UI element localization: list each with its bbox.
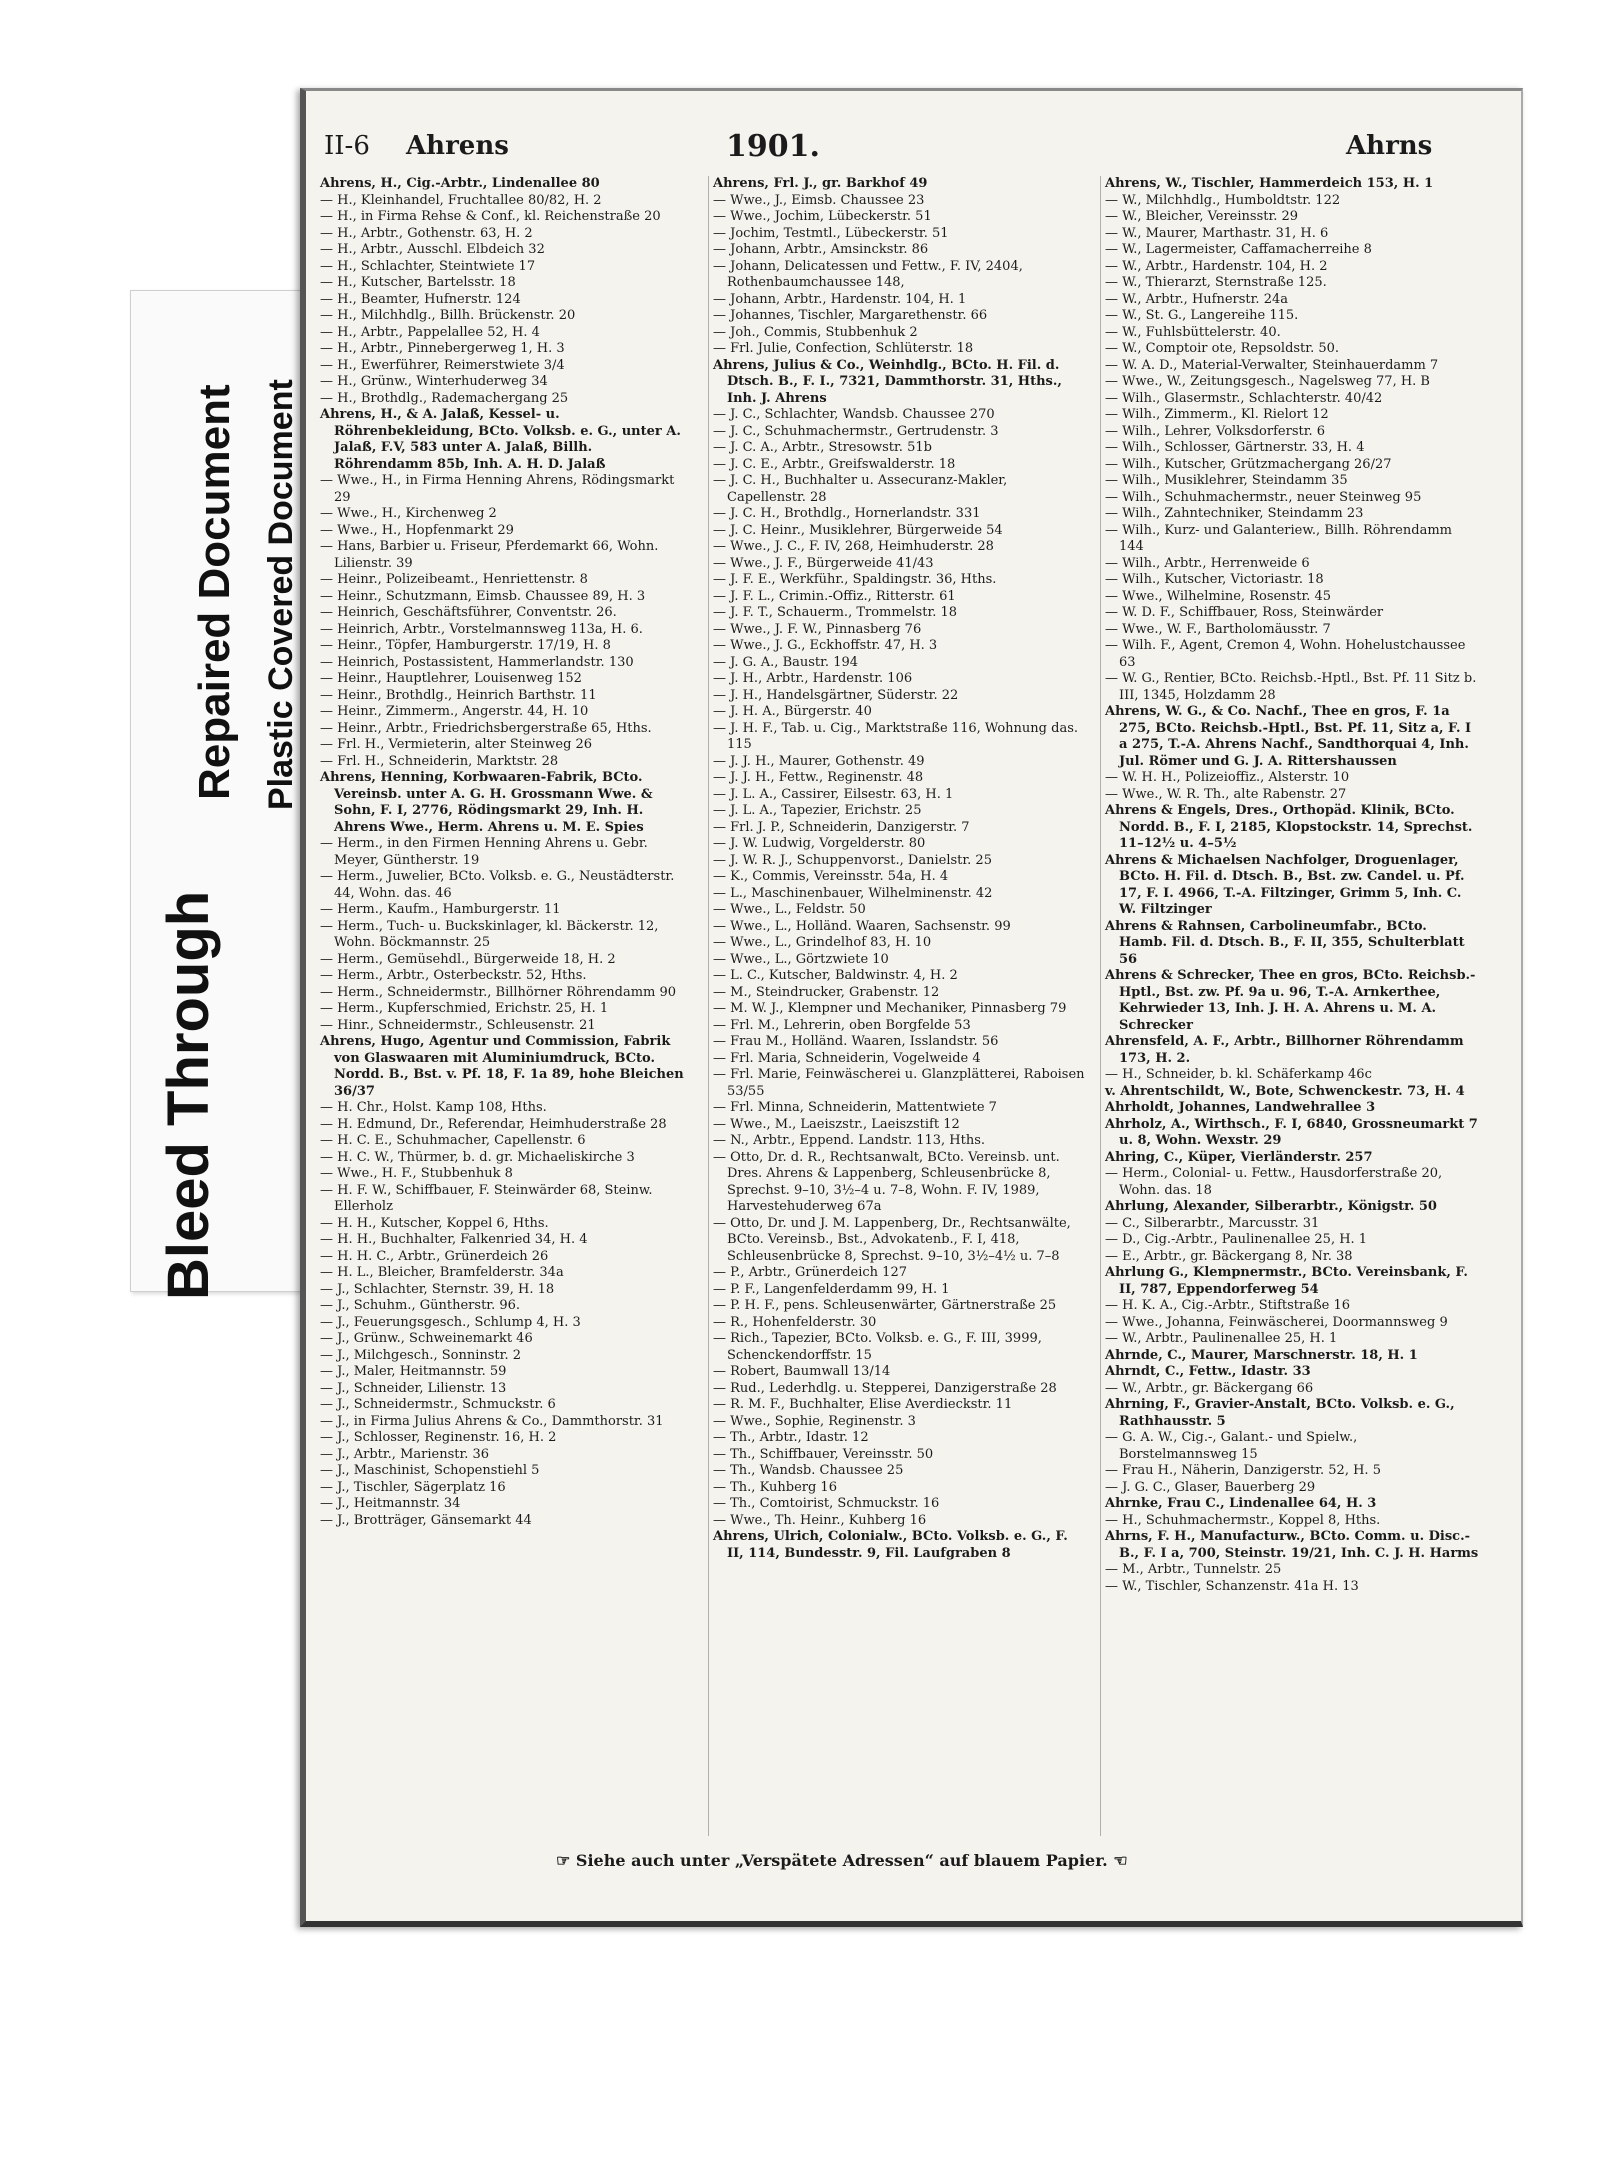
directory-entry: — Johann, Arbtr., Hardenstr. 104, H. 1 [713,291,967,307]
directory-entry: — W., Milchhdlg., Humboldtstr. 122 [1105,192,1341,208]
directory-entry: — Herm., Colonial- u. Fettw., Hausdorferstraße 20, Wohn. das. 18 [1105,1166,1443,1198]
directory-entry: — J. G. C., Glaser, Bauerberg 29 [1105,1479,1316,1495]
directory-entry: — Frl. Julie, Confection, Schlüterstr. 18 [713,341,974,356]
directory-entry: — Heinr., Arbtr., Friedrichsbergerstraße 65, Hths. [320,720,652,736]
column-3 [1100,176,1479,1836]
directory-entry: — Th., Comtoirist, Schmuckstr. 16 [713,1496,940,1511]
page-number: II-6 [324,131,370,161]
directory-entry: — Wwe., Jochim, Lübeckerstr. 51 [713,209,932,224]
directory-entry: Ahrensfeld, A. F., Arbtr., Billhorner Röhrendamm 173, H. 2. [1105,1034,1464,1066]
directory-entry: — Heinr., Töpfer, Hamburgerstr. 17/19, H. 8 [320,638,611,653]
column-2 [708,176,1087,1836]
directory-entry: — Wwe., L., Grindelhof 83, H. 10 [713,935,932,950]
directory-entry: — Rich., Tapezier, BCto. Volksb. e. G., F. III, 3999, Schenckendorffstr. 15 [713,1331,1042,1363]
directory-entry: — J. F. E., Werkführ., Spaldingstr. 36, Hths. [713,572,997,587]
directory-entry: — Heinrich, Arbtr., Vorstelmannsweg 113a, H. 6. [320,621,643,637]
directory-entry: — W., Fuhlsbüttelerstr. 40. [1105,324,1281,340]
directory-entry: — H. F. W., Schiffbauer, F. Steinwärder 68, Steinw. Ellerholz [320,1182,653,1214]
directory-entry: — Herm., Juwelier, BCto. Volksb. e. G., Neustädterstr. 44, Wohn. das. 46 [320,869,675,901]
directory-entry: — H., Brothdlg., Rademachergang 25 [320,390,569,406]
directory-entry: — H., Kutscher, Bartelsstr. 18 [320,275,516,290]
directory-entry: — Herm., Gemüsehdl., Bürgerweide 18, H. 2 [320,951,616,967]
directory-entry: — H. K. A., Cig.-Arbtr., Stiftstraße 16 [1105,1298,1351,1313]
directory-entry: — Wwe., Th. Heinr., Kuhberg 16 [713,1512,927,1528]
directory-entry: Ahrns, F. H., Manufacturw., BCto. Comm. u. Disc.-B., F. I a, 700, Steinstr. 19/21, Inh. C. J. H. Harms [1105,1529,1479,1561]
directory-entry: — H., Arbtr., Pinnebergerweg 1, H. 3 [320,341,565,356]
directory-entry: — Wilh., Musiklehrer, Steindamm 35 [1105,473,1348,488]
directory-entry: Ahrens & Schrecker, Thee en gros, BCto. Reichsb.-Hptl., Bst. zw. Pf. 9a u. 96, T.-A. Arnkerthee, Kehrwieder 13, Inh. J. H. A. Ahrens u. M. A. Schrecker [1105,968,1476,1033]
directory-entry: — Wwe., H., Hopfenmarkt 29 [320,522,514,538]
directory-entry: — H., Arbtr., Pappelallee 52, H. 4 [320,324,540,340]
directory-entry: — Wwe., L., Görtzwiete 10 [713,951,889,967]
directory-entry: — Wilh., Arbtr., Herrenweide 6 [1105,555,1310,571]
directory-entry: — J. C., Schlachter, Wandsb. Chaussee 270 [713,407,995,422]
directory-entry: Ahrholz, A., Wirthsch., F. I, 6840, Grossneumarkt 7 u. 8, Wohn. Wexstr. 29 [1105,1116,1478,1148]
directory-entry: — J. C. E., Arbtr., Greifswalderstr. 18 [713,456,956,472]
directory-entry: — J. C. Heinr., Musiklehrer, Bürgerweide 54 [713,522,1003,538]
directory-entry: — J. H. F., Tab. u. Cig., Marktstraße 116, Wohnung das. 115 [713,720,1079,752]
directory-entry: Ahrens, Ulrich, Colonialw., BCto. Volksb. e. G., F. II, 114, Bundesstr. 9, Fil. Laufgraben 8 [713,1529,1068,1561]
directory-entry: Ahrens & Engels, Dres., Orthopäd. Klinik, BCto. Nordd. B., F. I, 2185, Klopstockstr. 14, Sprechst. 11–12½ u. 4–5½ [1105,803,1473,851]
directory-entry: Ahrens, Henning, Korbwaaren-Fabrik, BCto. Vereinsb. unter A. G. H. Grossmann Wwe. & Sohn, F. I, 2776, Rödingsmarkt 29, Inh. H. Ahrens Wwe., Herm. Ahrens u. M. E. Spies [320,770,653,835]
directory-entry: — Frl. M., Lehrerin, oben Borgfelde 53 [713,1017,971,1033]
directory-entry: Ahrens, Frl. J., gr. Barkhof 49 [713,176,928,191]
directory-entry: Ahrnke, Frau C., Lindenallee 64, H. 3 [1105,1496,1377,1511]
directory-entry: — H., Schuhmachermstr., Koppel 8, Hths. [1105,1512,1381,1528]
directory-entry: — H., Schneider, b. kl. Schäferkamp 46c [1105,1067,1372,1082]
directory-entry: — J., Feuerungsgesch., Schlump 4, H. 3 [320,1314,581,1330]
directory-entry: — Wwe., J. C., F. IV, 268, Heimhuderstr. 28 [713,539,994,554]
directory-entry: — Johannes, Tischler, Margarethenstr. 66 [713,308,988,323]
directory-entry: — L., Maschinenbauer, Wilhelminenstr. 42 [713,885,993,901]
directory-entry: — J., Grünw., Schweinemarkt 46 [320,1331,533,1346]
directory-entry: — Joh., Commis, Stubbenhuk 2 [713,324,918,340]
directory-entry: — Herm., Kaufm., Hamburgerstr. 11 [320,902,561,917]
directory-entry: — Hinr., Schneidermstr., Schleusenstr. 21 [320,1017,596,1033]
directory-entry: — Heinrich, Postassistent, Hammerlandstr. 130 [320,654,634,670]
page-header [306,129,1521,169]
directory-entry: — Wwe., J. F., Bürgerweide 41/43 [713,555,934,571]
directory-entry: — J., Brotträger, Gänsemarkt 44 [320,1512,532,1528]
directory-entry: Ahrlung G., Klempnermstr., BCto. Vereinsbank, F. II, 787, Eppendorferweg 54 [1105,1265,1468,1297]
directory-entry: — W. H. H., Polizeioffiz., Alsterstr. 10 [1105,770,1350,785]
directory-entry: — Heinrich, Geschäftsführer, Conventstr. 26. [320,605,617,620]
directory-entry: — J., in Firma Julius Ahrens & Co., Dammthorstr. 31 [320,1413,664,1429]
directory-entry: — R. M. F., Buchhalter, Elise Averdieckstr. 11 [713,1397,1013,1412]
directory-entry: — Wilh., Glasermstr., Schlachterstr. 40/42 [1105,390,1383,406]
directory-entry: — Wilh., Kurz- und Galanteriew., Billh. Röhrendamm 144 [1105,522,1452,554]
directory-entry: — M., Arbtr., Tunnelstr. 25 [1105,1562,1282,1577]
directory-entry: — Wwe., L., Feldstr. 50 [713,902,866,917]
directory-entry: — J., Schneidermstr., Schmuckstr. 6 [320,1397,556,1412]
directory-entry: — P. H. F., pens. Schleusenwärter, Gärtnerstraße 25 [713,1298,1057,1313]
directory-entry: — Wwe., Wilhelmine, Rosenstr. 45 [1105,588,1332,604]
directory-entry: — D., Cig.-Arbtr., Paulinenallee 25, H. 1 [1105,1232,1368,1247]
directory-entry: — Wilh., Lehrer, Volksdorferstr. 6 [1105,423,1326,439]
directory-entry: — J. W. Ludwig, Vorgelderstr. 80 [713,836,926,851]
directory-entry: v. Ahrentschildt, W., Bote, Schwenckestr. 73, H. 4 [1105,1083,1465,1099]
directory-entry: — H. H., Buchhalter, Falkenried 34, H. 4 [320,1232,588,1247]
directory-entry: — W., Arbtr., Hufnerstr. 24a [1105,291,1288,307]
directory-entry: — Th., Arbtr., Idastr. 12 [713,1430,869,1445]
directory-entry: — N., Arbtr., Eppend. Landstr. 113, Hths. [713,1133,986,1148]
directory-entry: — J., Tischler, Sägerplatz 16 [320,1479,506,1495]
directory-entry: — J. L. A., Cassirer, Eilsestr. 63, H. 1 [713,786,954,802]
directory-entry: Ahrens & Michaelsen Nachfolger, Droguenlager, BCto. H. Fil. d. Dtsch. B., Bst. zw. Candel. u. Pf. 17, F. I. 4966, T.-A. Filtzinger, Grimm 5, Inh. C. W. Filtzinger [1105,852,1465,917]
directory-entry: — J., Milchgesch., Sonninstr. 2 [320,1347,521,1363]
directory-entry: — Jochim, Testmtl., Lübeckerstr. 51 [713,225,949,241]
directory-entry: — J., Schuhm., Güntherstr. 96. [320,1298,521,1313]
directory-entry: — H., Arbtr., Ausschl. Elbdeich 32 [320,242,545,257]
directory-entry: — K., Commis, Vereinsstr. 54a, H. 4 [713,869,949,884]
directory-entry: — W., Arbtr., gr. Bäckergang 66 [1105,1380,1314,1396]
directory-entry: — P. F., Langenfelderdamm 99, H. 1 [713,1281,950,1297]
directory-entry: — H., Arbtr., Gothenstr. 63, H. 2 [320,225,533,241]
directory-entry: — Wwe., H. F., Stubbenhuk 8 [320,1166,513,1181]
directory-entry: — W. D. F., Schiffbauer, Ross, Steinwärder [1105,605,1384,620]
directory-entry: — W., Tischler, Schanzenstr. 41a H. 13 [1105,1578,1359,1594]
directory-entry: Ahrens, Hugo, Agentur und Commission, Fabrik von Glaswaaren mit Aluminiumdruck, BCto. Nordd. B., Bst. v. Pf. 18, F. 1a 89, hohe Bleichen 36/37 [320,1034,684,1099]
directory-entry: — Frl. H., Schneiderin, Marktstr. 28 [320,753,559,769]
directory-entry: — Wwe., L., Holländ. Waaren, Sachsenstr. 99 [713,918,1011,934]
directory-entry: — J. C., Schuhmachermstr., Gertrudenstr. 3 [713,423,999,439]
directory-entry: — Wilh., Kutscher, Grützmachergang 26/27 [1105,456,1392,472]
directory-entry: — J. C. A., Arbtr., Stresowstr. 51b [713,440,932,455]
directory-entry: — J., Heitmannstr. 34 [320,1496,461,1511]
directory-entry: — Wwe., H., Kirchenweg 2 [320,506,497,521]
directory-entry: — R., Hohenfelderstr. 30 [713,1314,877,1330]
directory-entry: — W. G., Rentier, BCto. Reichsb.-Hptl., Bst. Pf. 11 Sitz b. III, 1345, Holzdamm 28 [1105,671,1477,703]
directory-entry: — J. J. H., Fettw., Reginenstr. 48 [713,770,924,785]
directory-entry: — Wwe., H., in Firma Henning Ahrens, Rödingsmarkt 29 [320,473,675,505]
right-running-head: Ahrns [1346,131,1433,161]
directory-entry: — Wilh., Zimmerm., Kl. Rielort 12 [1105,407,1329,422]
directory-entry: — Otto, Dr. und J. M. Lappenberg, Dr., Rechtsanwälte, BCto. Vereinsb., Bst., Advokatenb., F. I, 418, Schleusenbrücke 8, Sprechst. 9–10, 3½–4½ u. 7–8 [713,1215,1071,1264]
directory-entry: Ahrens & Rahnsen, Carbolineumfabr., BCto. Hamb. Fil. d. Dtsch. B., F. II, 355, Schulterblatt 56 [1105,918,1465,967]
directory-entry: — Heinr., Schutzmann, Eimsb. Chaussee 89, H. 3 [320,588,646,604]
directory-entry: — L. C., Kutscher, Baldwinstr. 4, H. 2 [713,968,958,983]
directory-entry: — J. C. H., Brothdlg., Hornerlandstr. 331 [713,506,981,521]
directory-entry: — Frl. Maria, Schneiderin, Vogelweide 4 [713,1050,981,1066]
directory-entry: — H., in Firma Rehse & Conf., kl. Reichenstraße 20 [320,209,661,224]
directory-entry: — M. W. J., Klempner und Mechaniker, Pinnasberg 79 [713,1001,1067,1016]
directory-entry: — H., Kleinhandel, Fruchtallee 80/82, H. 2 [320,192,602,208]
directory-page [300,88,1523,1927]
directory-entry: — Herm., Schneidermstr., Billhörner Röhrendamm 90 [320,984,677,1000]
directory-entry: — Otto, Dr. d. R., Rechtsanwalt, BCto. Vereinsb. unt. Dres. Ahrens & Lappenberg, Schleusenbrücke 8, Sprechst. 9–10, 3½–4 u. 7–8, Wohn. F. IV, 1989, Harvestehuderweg 67a [713,1149,1060,1214]
directory-entry: — Heinr., Brothdlg., Heinrich Barthstr. 11 [320,687,597,703]
directory-entry: — J., Schlachter, Sternstr. 39, H. 18 [320,1281,555,1297]
directory-entry: Ahrens, W., Tischler, Hammerdeich 153, H. 1 [1105,176,1434,191]
directory-entry: — G. A. W., Cig.-, Galant.- und Spielw., Borstelmannsweg 15 [1105,1430,1358,1462]
directory-entry: Ahrlung, Alexander, Silberarbtr., Königstr. 50 [1105,1199,1437,1214]
directory-entry: — J. L. A., Tapezier, Erichstr. 25 [713,803,922,818]
directory-entry: — H. H., Kutscher, Koppel 6, Hths. [320,1215,549,1231]
plastic-covered-label: Plastic Covered Document [262,379,300,810]
directory-entry: — Wilh. F., Agent, Cremon 4, Wohn. Hohelustchaussee 63 [1105,638,1466,670]
directory-entry: — Herm., Tuch- u. Buckskinlager, kl. Bäckerstr. 12, Wohn. Böckmannstr. 25 [320,918,659,950]
directory-entry: — H. Chr., Holst. Kamp 108, Hths. [320,1100,547,1115]
directory-entry: — Th., Schiffbauer, Vereinsstr. 50 [713,1446,934,1462]
directory-entry: — Frau M., Holländ. Waaren, Isslandstr. 56 [713,1034,999,1049]
footer-note: ☞ Siehe auch unter „Verspätete Adressen“ auf blauem Papier. ☜ [556,1851,1128,1870]
directory-entry: — H., Schlachter, Steintwiete 17 [320,258,536,274]
directory-entry: — J., Schneider, Lilienstr. 13 [320,1380,507,1396]
directory-entry: — Wilh., Schlosser, Gärtnerstr. 33, H. 4 [1105,440,1365,455]
directory-entry: — H., Ewerführer, Reimerstwiete 3/4 [320,357,565,373]
directory-entry: — Wilh., Schuhmachermstr., neuer Steinweg 95 [1105,489,1422,505]
directory-entry: — W., Lagermeister, Caffamacherreihe 8 [1105,242,1372,257]
directory-entry: — E., Arbtr., gr. Bäckergang 8, Nr. 38 [1105,1248,1353,1264]
directory-entry: — H., Milchhdlg., Billh. Brückenstr. 20 [320,308,576,323]
directory-entry: — W., Thierarzt, Sternstraße 125. [1105,275,1327,290]
directory-entry: — Frl. Minna, Schneiderin, Mattentwiete 7 [713,1100,997,1115]
directory-entry: — Frl. H., Vermieterin, alter Steinweg 26 [320,737,593,752]
directory-entry: — H. L., Bleicher, Bramfelderstr. 34a [320,1265,564,1280]
directory-entry: — Frl. J. P., Schneiderin, Danzigerstr. 7 [713,819,970,835]
directory-entry: — W., Arbtr., Paulinenallee 25, H. 1 [1105,1331,1338,1346]
directory-entry: — Wwe., W. F., Bartholomäusstr. 7 [1105,621,1331,637]
directory-entry: — Wwe., W. R. Th., alte Rabenstr. 27 [1105,786,1347,802]
directory-entry: — Frl. Marie, Feinwäscherei u. Glanzplätterei, Raboisen 53/55 [713,1067,1085,1099]
directory-entry: — J., Maler, Heitmannstr. 59 [320,1364,507,1379]
directory-entry: — W., Bleicher, Vereinsstr. 29 [1105,209,1299,224]
directory-entry: Ahrholdt, Johannes, Landwehrallee 3 [1105,1100,1376,1115]
repaired-document-label: Repaired Document [190,384,239,800]
directory-entry: — J., Schlosser, Reginenstr. 16, H. 2 [320,1430,557,1445]
directory-entry: — J. H., Handelsgärtner, Süderstr. 22 [713,687,959,703]
directory-entry: — Th., Wandsb. Chaussee 25 [713,1463,904,1478]
directory-entry: — Heinr., Zimmerm., Angerstr. 44, H. 10 [320,704,589,719]
directory-entry: — J. F. T., Schauerm., Trommelstr. 18 [713,605,958,620]
directory-entry: Ahrens, H., Cig.-Arbtr., Lindenallee 80 [320,176,600,191]
directory-entry: — Johann, Delicatessen und Fettw., F. IV, 2404, Rothenbaumchaussee 148, [713,258,1023,290]
directory-entry: Ahrnde, C., Maurer, Marschnerstr. 18, H. 1 [1105,1347,1418,1363]
directory-entry: — Herm., in den Firmen Henning Ahrens u. Gebr. Meyer, Güntherstr. 19 [320,836,648,868]
directory-entry: — Heinr., Hauptlehrer, Louisenweg 152 [320,671,582,686]
directory-entry: — J. H. A., Bürgerstr. 40 [713,704,872,719]
directory-entry: — Wwe., Sophie, Reginenstr. 3 [713,1413,916,1429]
directory-entry: — Rud., Lederhdlg. u. Stepperei, Danzigerstraße 28 [713,1380,1057,1396]
directory-entry: — P., Arbtr., Grünerdeich 127 [713,1265,907,1280]
directory-entry: — W., Maurer, Marthastr. 31, H. 6 [1105,225,1329,241]
directory-entry: — W., Comptoir ote, Repsoldstr. 50. [1105,341,1340,356]
directory-entry: — W., St. G., Langereihe 115. [1105,308,1299,323]
directory-entry: — H., Grünw., Winterhuderweg 34 [320,374,548,389]
directory-entry: — Wwe., J., Eimsb. Chaussee 23 [713,192,925,208]
directory-entry: — J., Maschinist, Schopenstiehl 5 [320,1463,540,1478]
directory-entry: — Wilh., Kutscher, Victoriastr. 18 [1105,572,1324,587]
directory-entry: — W. A. D., Material-Verwalter, Steinhauerdamm 7 [1105,357,1439,373]
year-heading: 1901. [726,129,820,164]
directory-entry: — J. H., Arbtr., Hardenstr. 106 [713,671,913,686]
directory-entry: — J. C. H., Buchhalter u. Assecuranz-Makler, Capellenstr. 28 [713,473,1008,505]
column-1 [316,176,694,1836]
directory-entry: — W., Arbtr., Hardenstr. 104, H. 2 [1105,258,1328,274]
directory-entry: — H. H. C., Arbtr., Grünerdeich 26 [320,1248,549,1264]
directory-entry: — Frau H., Näherin, Danzigerstr. 52, H. 5 [1105,1463,1381,1478]
directory-entry: Ahrens, Julius & Co., Weinhdlg., BCto. H. Fil. d. Dtsch. B., F. I., 7321, Dammthorstr. 31, Hths., Inh. J. Ahrens [713,357,1062,406]
directory-entry: — J. G. A., Baustr. 194 [713,654,859,670]
directory-entry: — J. J. H., Maurer, Gothenstr. 49 [713,753,925,769]
directory-entry: — H. C. E., Schuhmacher, Capellenstr. 6 [320,1133,586,1148]
directory-entry: Ahrens, H., & A. Jalaß, Kessel- u. Röhrenbekleidung, BCto. Volksb. e. G., unter A. Jalaß, F.V, 583 unter A. Jalaß, Billh. Röhrendamm 85b, Inh. A. H. D. Jalaß [320,407,681,472]
directory-entry: — Th., Kuhberg 16 [713,1479,837,1495]
directory-entry: — H. Edmund, Dr., Referendar, Heimhuderstraße 28 [320,1116,667,1132]
directory-entry: Ahring, C., Küper, Vierländerstr. 257 [1105,1149,1373,1165]
directory-entry: — Hans, Barbier u. Friseur, Pferdemarkt 66, Wohn. Lilienstr. 39 [320,539,659,571]
directory-entry: — J., Arbtr., Marienstr. 36 [320,1446,490,1462]
directory-entry: — Herm., Arbtr., Osterbeckstr. 52, Hths. [320,968,587,983]
left-running-head: Ahrens [406,131,509,161]
directory-entry: — Wwe., J. G., Eckhoffstr. 47, H. 3 [713,638,938,653]
directory-entry: — J. W. R. J., Schuppenvorst., Danielstr. 25 [713,852,992,868]
directory-entry: — Johann, Arbtr., Amsinckstr. 86 [713,242,929,257]
directory-entry: Ahrndt, C., Fettw., Idastr. 33 [1105,1364,1311,1379]
directory-entry: — Herm., Kupferschmied, Erichstr. 25, H. 1 [320,1001,609,1016]
directory-columns [316,176,1511,1836]
directory-entry: — Wwe., J. F. W., Pinnasberg 76 [713,621,922,637]
directory-entry: — C., Silberarbtr., Marcusstr. 31 [1105,1215,1320,1231]
directory-entry: — H. C. W., Thürmer, b. d. gr. Michaeliskirche 3 [320,1149,635,1165]
directory-entry: — J. F. L., Crimin.-Offiz., Ritterstr. 61 [713,588,956,604]
directory-entry: — Wilh., Zahntechniker, Steindamm 23 [1105,506,1364,521]
directory-entry: — Heinr., Polizeibeamt., Henriettenstr. 8 [320,572,588,587]
directory-entry: — M., Steindrucker, Grabenstr. 12 [713,984,940,1000]
directory-entry: — Wwe., Johanna, Feinwäscherei, Doormannsweg 9 [1105,1314,1448,1330]
directory-entry: — Wwe., M., Laeiszstr., Laeiszstift 12 [713,1116,960,1132]
directory-entry: Ahrens, W. G., & Co. Nachf., Thee en gros, F. 1a 275, BCto. Reichsb.-Hptl., Bst. Pf. 11, Sitz a, F. I a 275, T.-A. Ahrens Nachf., Sandthorquai 4, Inh. Jul. Römer und G. J. A. Rittershaussen [1105,704,1472,769]
directory-entry: — Wwe., W., Zeitungsgesch., Nagelsweg 77, H. B [1105,374,1430,389]
directory-entry: Ahrning, F., Gravier-Anstalt, BCto. Volksb. e. G., Rathhausstr. 5 [1105,1397,1455,1429]
bleed-through-label: Bleed Through [156,890,221,1300]
directory-entry: — H., Beamter, Hufnerstr. 124 [320,291,521,307]
directory-entry: — Robert, Baumwall 13/14 [713,1364,891,1379]
